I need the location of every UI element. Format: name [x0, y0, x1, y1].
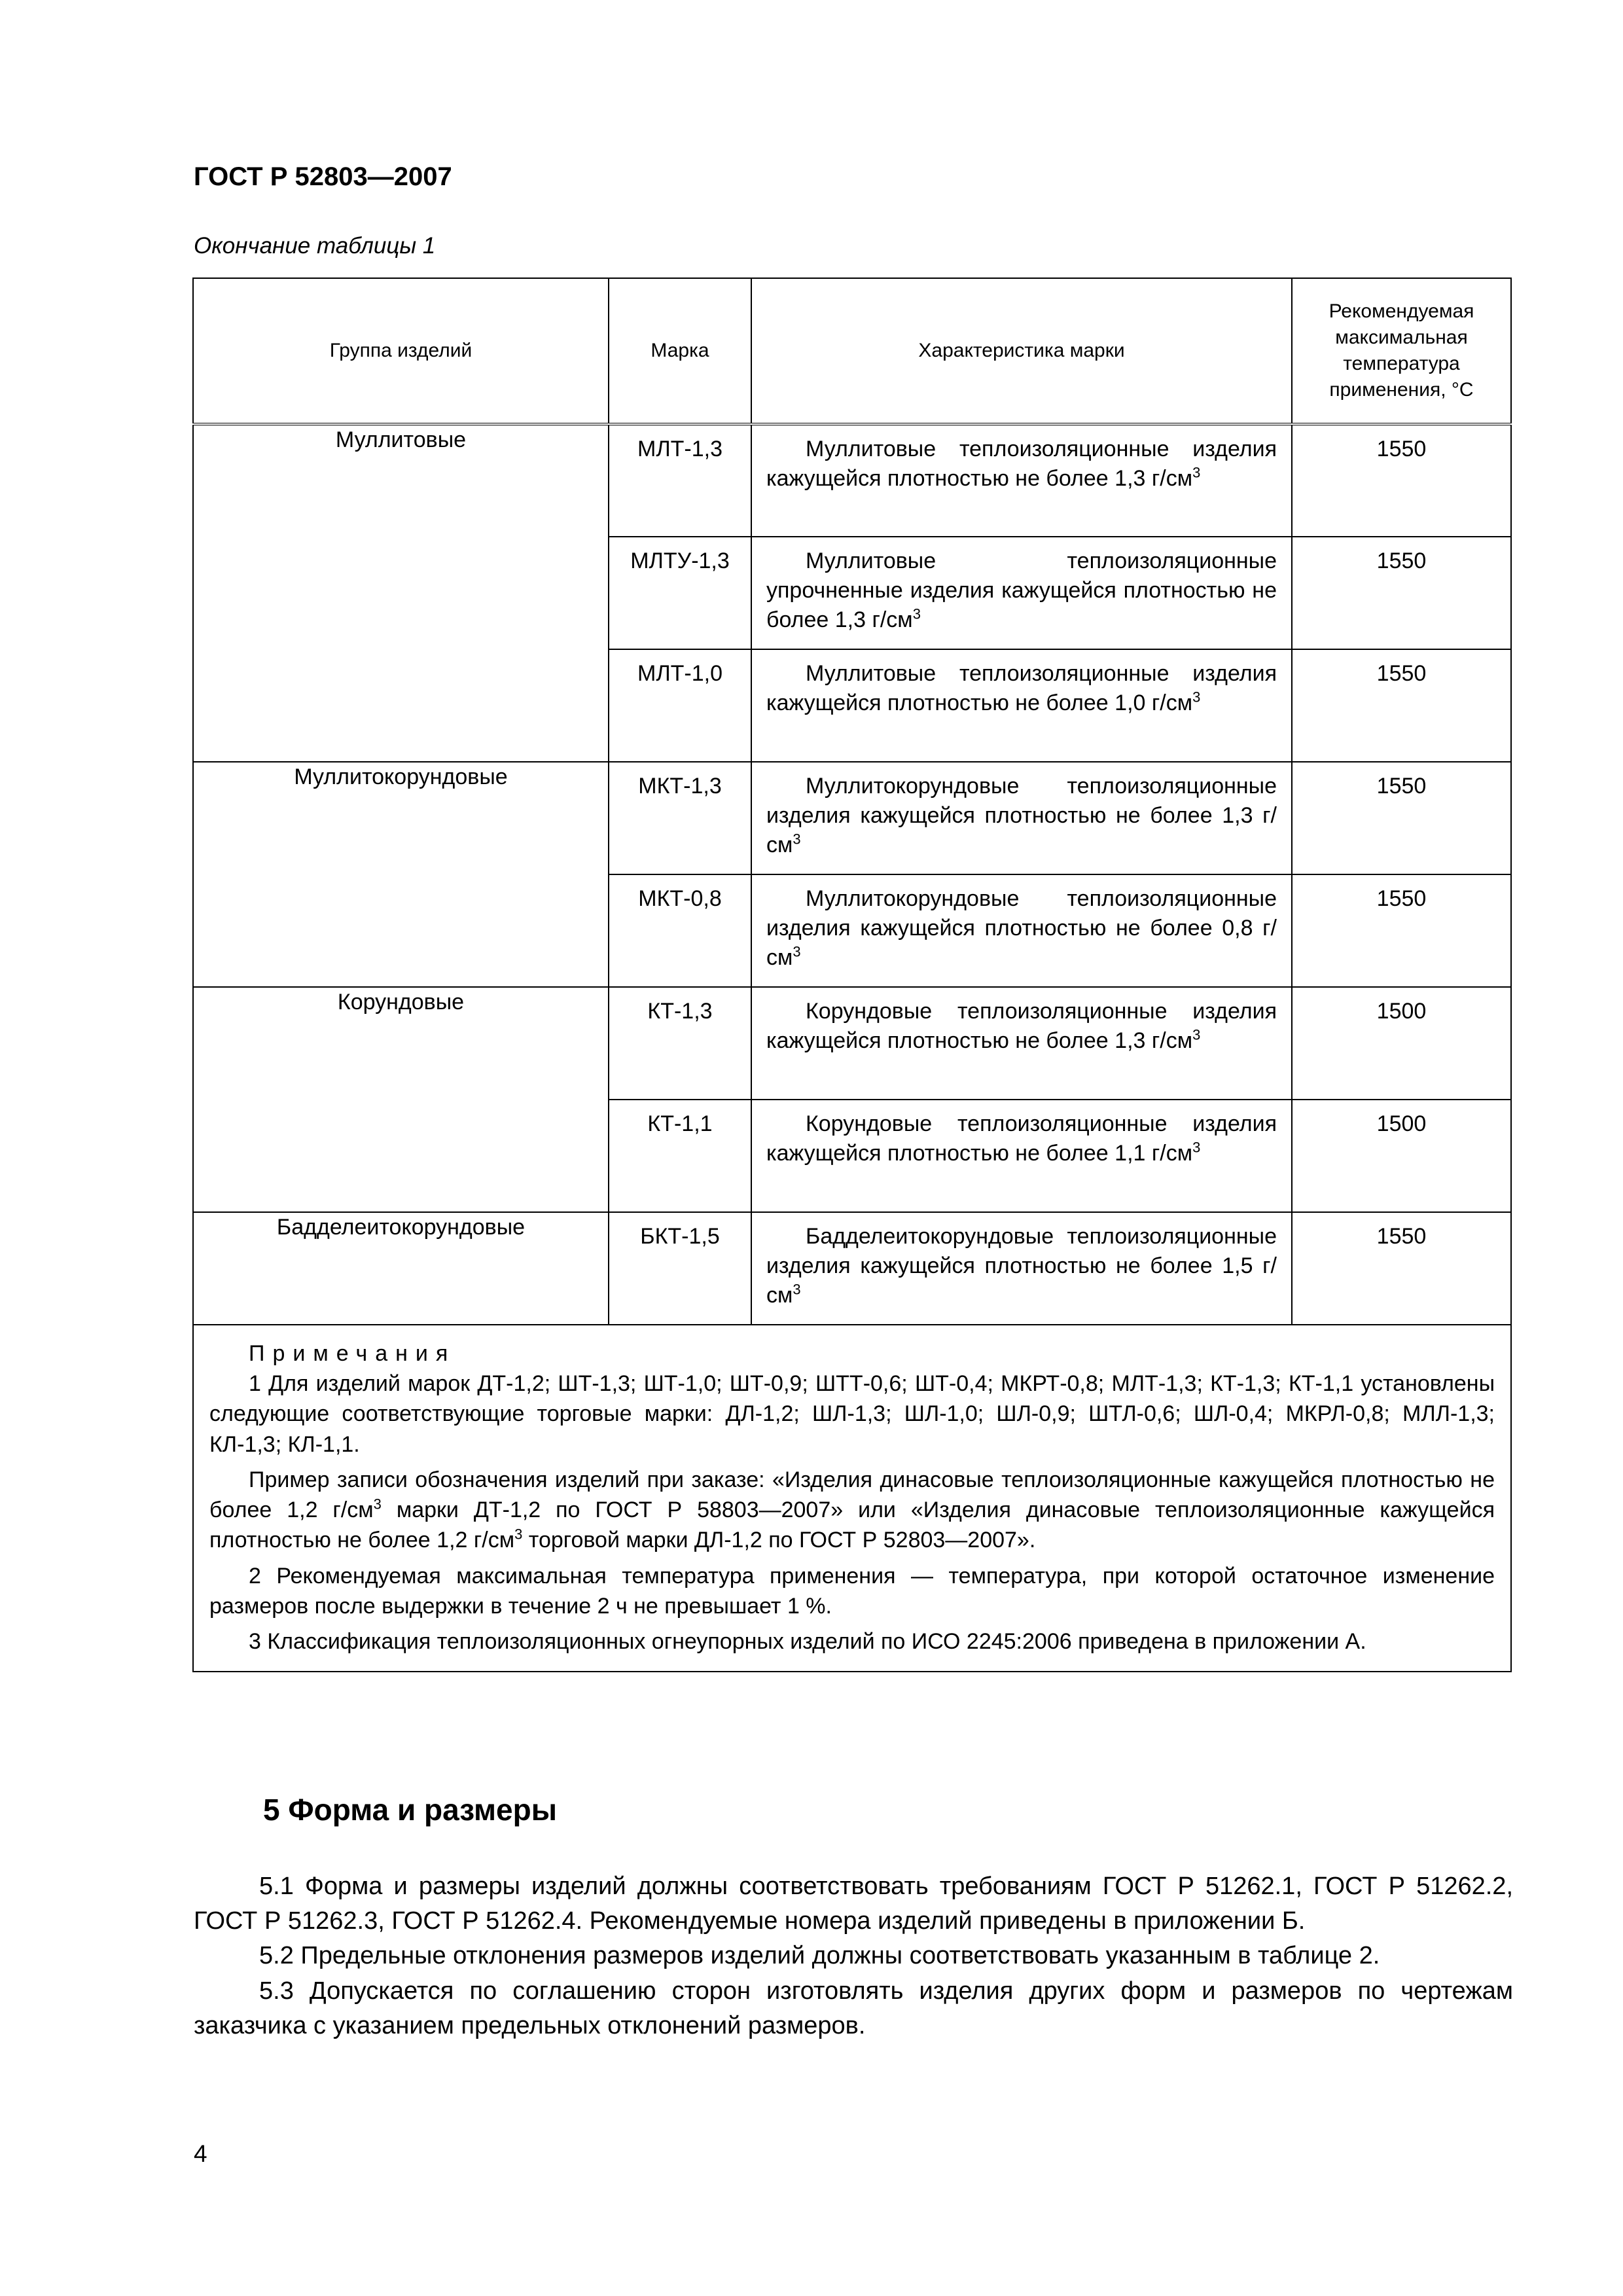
mark-cell: МЛТ-1,0 [609, 649, 751, 762]
temperature-cell: 1500 [1292, 987, 1511, 1100]
table-row [193, 1212, 1511, 1325]
superscript: 3 [373, 1496, 382, 1513]
table-header-row [193, 278, 1511, 424]
notes-title: Примечания [249, 1341, 456, 1366]
temperature-cell: 1550 [1292, 1212, 1511, 1325]
description-cell [751, 1100, 1292, 1212]
products-table [192, 278, 1512, 1672]
mark-cell: МЛТ-1,3 [609, 424, 751, 537]
superscript: 3 [793, 1282, 801, 1299]
group-cell: Бадделеитокорундовые [193, 1212, 609, 1325]
mark-cell: МКТ-0,8 [609, 874, 751, 987]
column-header-temperature: Рекомендуемая максимальная температура применения, °С [1292, 278, 1511, 424]
description-text: Корундовые теплоизоляционные изделия кажущейся плотностью не более 1,3 г/см [766, 999, 1277, 1054]
description-cell [751, 649, 1292, 762]
description-text: Муллитокорундовые теплоизоляционные изделия кажущейся плотностью не более 1,3 г/см [766, 774, 1277, 858]
superscript: 3 [514, 1526, 523, 1543]
superscript: 3 [1192, 1026, 1201, 1043]
description-text: Корундовые теплоизоляционные изделия кажущейся плотностью не более 1,1 г/см [766, 1111, 1277, 1166]
temperature-cell: 1550 [1292, 424, 1511, 537]
section-body [194, 1869, 1513, 2043]
temperature-cell: 1550 [1292, 762, 1511, 874]
superscript: 3 [1192, 689, 1201, 706]
description-text: Муллитокорундовые теплоизоляционные изделия кажущейся плотностью не более 0,8 г/см [766, 886, 1277, 971]
table-row [193, 987, 1511, 1100]
superscript: 3 [912, 606, 921, 623]
description-text: Муллитовые теплоизоляционные упрочненные изделия кажущейся плотностью не более 1,3 г/см [766, 548, 1277, 633]
description-text: Муллитовые теплоизоляционные изделия кажущейся плотностью не более 1,0 г/см [766, 661, 1277, 716]
table-row [193, 762, 1511, 874]
temperature-cell: 1550 [1292, 537, 1511, 649]
note-2: 2 Рекомендуемая максимальная температура применения — температура, при которой остаточное изменение размеров после выдержки в течение 2 ч не превышает 1 %. [209, 1563, 1495, 1619]
description-text: Муллитовые теплоизоляционные изделия кажущейся плотностью не более 1,3 г/см [766, 437, 1277, 492]
paragraph-5-3: 5.3 Допускается по соглашению сторон изготовлять изделия других форм и размеров по чертежам заказчика с указанием предельных отклонений размеров. [194, 1977, 1513, 2039]
document-code: ГОСТ Р 52803—2007 [194, 162, 452, 191]
mark-cell: КТ-1,3 [609, 987, 751, 1100]
page-number: 4 [194, 2140, 207, 2167]
notes-row [193, 1325, 1511, 1672]
description-cell [751, 537, 1292, 649]
note-example [209, 1465, 1495, 1556]
superscript: 3 [793, 944, 801, 961]
note-3: 3 Классификация теплоизоляционных огнеупорных изделий по ИСО 2245:2006 приведена в приложении А. [249, 1629, 1366, 1655]
description-cell [751, 874, 1292, 987]
column-header-group: Группа изделий [193, 278, 609, 424]
paragraph-5-2: 5.2 Предельные отклонения размеров изделий должны соответствовать указанным в таблице 2. [259, 1942, 1380, 1970]
description-cell [751, 987, 1292, 1100]
group-cell: Муллитовые [193, 424, 609, 762]
notes-cell [193, 1325, 1511, 1672]
superscript: 3 [1192, 464, 1201, 481]
temperature-cell: 1500 [1292, 1100, 1511, 1212]
mark-cell: БКТ-1,5 [609, 1212, 751, 1325]
description-cell [751, 424, 1292, 537]
section-title: 5 Форма и размеры [263, 1793, 558, 1827]
column-header-characteristic: Характеристика марки [751, 278, 1292, 424]
mark-cell: МКТ-1,3 [609, 762, 751, 874]
note-1: 1 Для изделий марок ДТ-1,2; ШТ-1,3; ШТ-1,0; ШТ-0,9; ШТТ-0,6; ШТ-0,4; МКРТ-0,8; МЛТ-1,3; КТ-1,3; КТ-1,1 установлены следующие соответствующие торговые марки: ДЛ-1,2; ШЛ-1,3; ШЛ-1,0; ШЛ-0,9; ШТЛ-0,6; ШЛ-0,4; МКРЛ-0,8; МЛЛ-1,3; КЛ-1,3; КЛ-1,1. [209, 1371, 1495, 1457]
table-caption: Окончание таблицы 1 [194, 233, 436, 259]
column-header-mark: Марка [609, 278, 751, 424]
superscript: 3 [793, 831, 801, 848]
note-example-text: торговой марки ДЛ-1,2 по ГОСТ Р 52803—2007». [522, 1528, 1036, 1553]
group-cell: Корундовые [193, 987, 609, 1212]
paragraph-5-1: 5.1 Форма и размеры изделий должны соответствовать требованиям ГОСТ Р 51262.1, ГОСТ Р 51262.2, ГОСТ Р 51262.3, ГОСТ Р 51262.4. Рекомендуемые номера изделий приведены в приложении Б. [194, 1873, 1513, 1935]
description-cell [751, 762, 1292, 874]
group-cell: Муллитокорундовые [193, 762, 609, 987]
temperature-cell: 1550 [1292, 649, 1511, 762]
description-cell [751, 1212, 1292, 1325]
superscript: 3 [1192, 1139, 1201, 1156]
mark-cell: КТ-1,1 [609, 1100, 751, 1212]
note-example-text: Пример записи обозначения изделий при заказе: «Изделия динасовые теплоизоляционные кажущейся плотностью не более 1,2 г/см [209, 1467, 1495, 1523]
table-row [193, 424, 1511, 537]
description-text: Бадделеитокорундовые теплоизоляционные изделия кажущейся плотностью не более 1,5 г/см [766, 1224, 1277, 1308]
note-example-text: марки ДТ-1,2 по ГОСТ Р 58803—2007» или «Изделия динасовые теплоизоляционные кажущейся плотностью не более 1,2 г/см [209, 1498, 1495, 1553]
mark-cell: МЛТУ-1,3 [609, 537, 751, 649]
temperature-cell: 1550 [1292, 874, 1511, 987]
